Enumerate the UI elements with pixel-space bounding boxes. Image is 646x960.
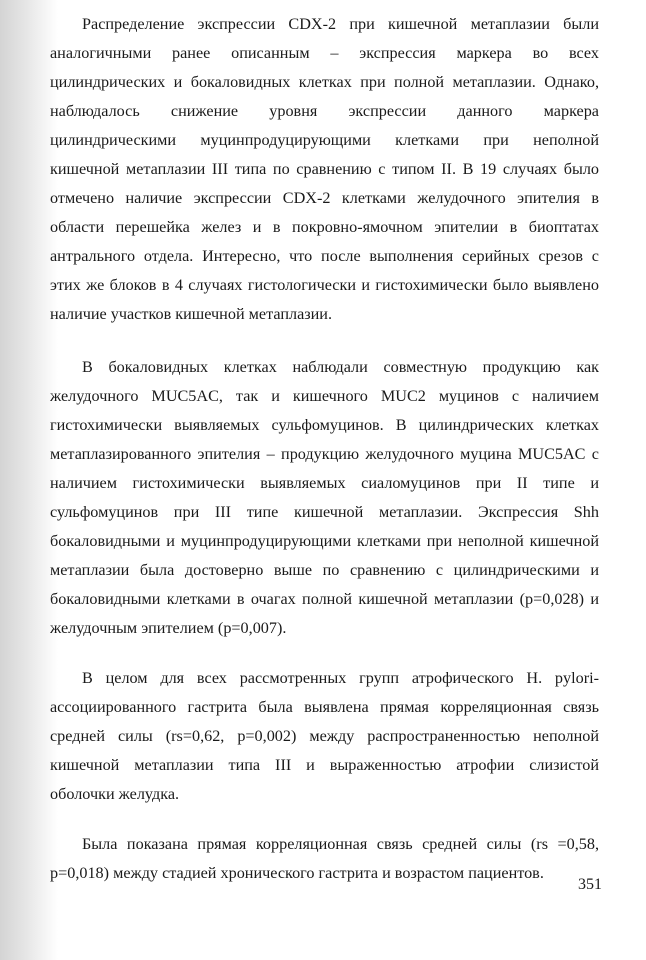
text-line: В целом для всех рассмотренных групп атрофического H. pylori- — [82, 669, 599, 687]
text-line: антрального отдела. Интересно, что после выполнения серийных срезов с — [50, 247, 599, 265]
text-line: Распределение экспрессии CDX-2 при кишечной метаплазии были — [82, 15, 599, 33]
text-line: отмечено наличие экспрессии CDX-2 клетками желудочного эпителия в — [50, 189, 599, 207]
text-line: аналогичными ранее описанным – экспрессия маркера во всех — [50, 44, 599, 62]
text-line: наблюдалось снижение уровня экспрессии данного маркера — [50, 102, 599, 120]
paragraph-gap — [50, 643, 599, 664]
text-line: p=0,018) между стадией хронического гастрита и возрастом пациентов. — [50, 864, 544, 882]
text-line: сульфомуцинов при III типе кишечной метаплазии. Экспрессия Shh — [50, 503, 599, 521]
text-line: В бокаловидных клетках наблюдали совместную продукцию как — [82, 358, 599, 376]
text-line: желудочного MUC5AC, так и кишечного MUC2 муцинов с наличием — [50, 387, 599, 405]
paragraph — [50, 664, 599, 809]
paragraph — [50, 830, 599, 888]
text-line: кишечной метаплазии типа III и выраженностью атрофии слизистой — [50, 756, 599, 774]
paragraph — [50, 353, 599, 643]
text-line: ассоциированного гастрита была выявлена прямая корреляционная связь — [50, 698, 599, 716]
text-line: Была показана прямая корреляционная связь средней силы (rs =0,58, — [82, 835, 599, 853]
text-line: наличие участков кишечной метаплазии. — [50, 305, 333, 323]
text-line: наличием гистохимически выявляемых сиаломуцинов при II типе и — [50, 474, 599, 492]
text-line: бокаловидными и муцинпродуцирующими клетками при неполной кишечной — [50, 532, 599, 550]
text-line: метаплазированного эпителия – продукцию желудочного муцина MUC5AC с — [50, 445, 599, 463]
document-body — [50, 10, 599, 888]
paragraph — [50, 10, 599, 329]
text-line: оболочки желудка. — [50, 785, 180, 803]
text-line: кишечной метаплазии III типа по сравнению с типом II. В 19 случаях было — [50, 160, 599, 178]
text-line: метаплазии была достоверно выше по сравнению с цилиндрическими и — [50, 561, 599, 579]
text-line: желудочным эпителием (p=0,007). — [50, 619, 287, 637]
paragraph-gap — [50, 809, 599, 830]
text-line: этих же блоков в 4 случаях гистологически и гистохимически было выявлено — [50, 276, 599, 294]
text-line: цилиндрических и бокаловидных клетках при полной метаплазии. Однако, — [50, 73, 599, 91]
text-line: средней силы (rs=0,62, p=0,002) между распространенностью неполной — [50, 727, 599, 745]
text-line: бокаловидными клетками в очагах полной кишечной метаплазии (p=0,028) и — [50, 590, 599, 608]
text-line: цилиндрическими муцинпродуцирующими клетками при неполной — [50, 131, 599, 149]
page-number: 351 — [578, 876, 602, 893]
text-line: гистохимически выявляемых сульфомуцинов. В цилиндрических клетках — [50, 416, 599, 434]
text-line: области перешейка желез и в покровно-ямочном эпителии в биоптатах — [50, 218, 599, 236]
paragraph-gap — [50, 329, 599, 353]
